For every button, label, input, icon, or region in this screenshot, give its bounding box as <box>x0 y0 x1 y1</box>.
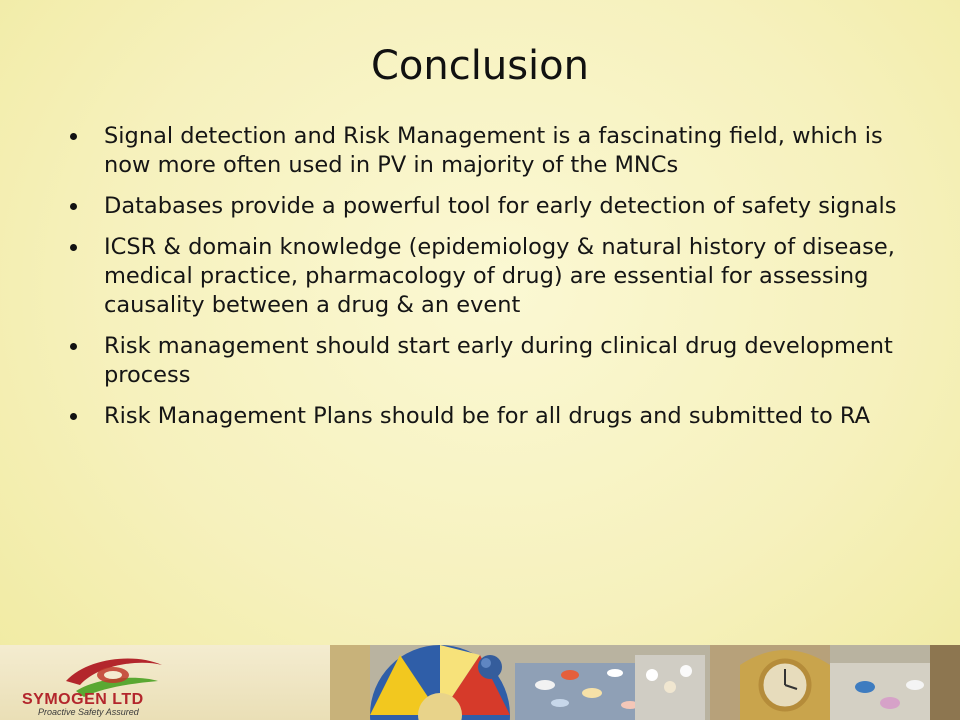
bullet-text: Databases provide a powerful tool for early detection of safety signals <box>104 193 897 219</box>
bullet-list <box>70 122 920 443</box>
company-logo <box>0 645 330 720</box>
logo-tagline: Proactive Safety Assured <box>38 707 139 717</box>
bullet-item <box>70 122 920 180</box>
bullet-dot-icon <box>70 133 77 140</box>
bullet-text: Signal detection and Risk Management is a fascinating field, which is now more often used in PV in majority of the MNCs <box>104 123 883 178</box>
bullet-dot-icon <box>70 203 77 210</box>
bullet-dot-icon <box>70 343 77 350</box>
bullet-text: ICSR & domain knowledge (epidemiology & natural history of disease, medical practice, pharmacology of drug) are essential for assessing causality between a drug & an event <box>104 234 895 318</box>
bullet-dot-icon <box>70 244 77 251</box>
pills-clock-globe-montage-icon <box>330 645 960 720</box>
bullet-item <box>70 402 920 431</box>
bullet-item <box>70 192 920 221</box>
logo-name: SYMOGEN LTD <box>22 691 144 708</box>
bullet-text: Risk management should start early during clinical drug development process <box>104 333 893 388</box>
footer-banner <box>0 645 960 720</box>
bullet-dot-icon <box>70 413 77 420</box>
bullet-item <box>70 332 920 390</box>
bullet-item <box>70 233 920 320</box>
bullet-text: Risk Management Plans should be for all drugs and submitted to RA <box>104 403 871 429</box>
slide-title: Conclusion <box>371 43 589 89</box>
